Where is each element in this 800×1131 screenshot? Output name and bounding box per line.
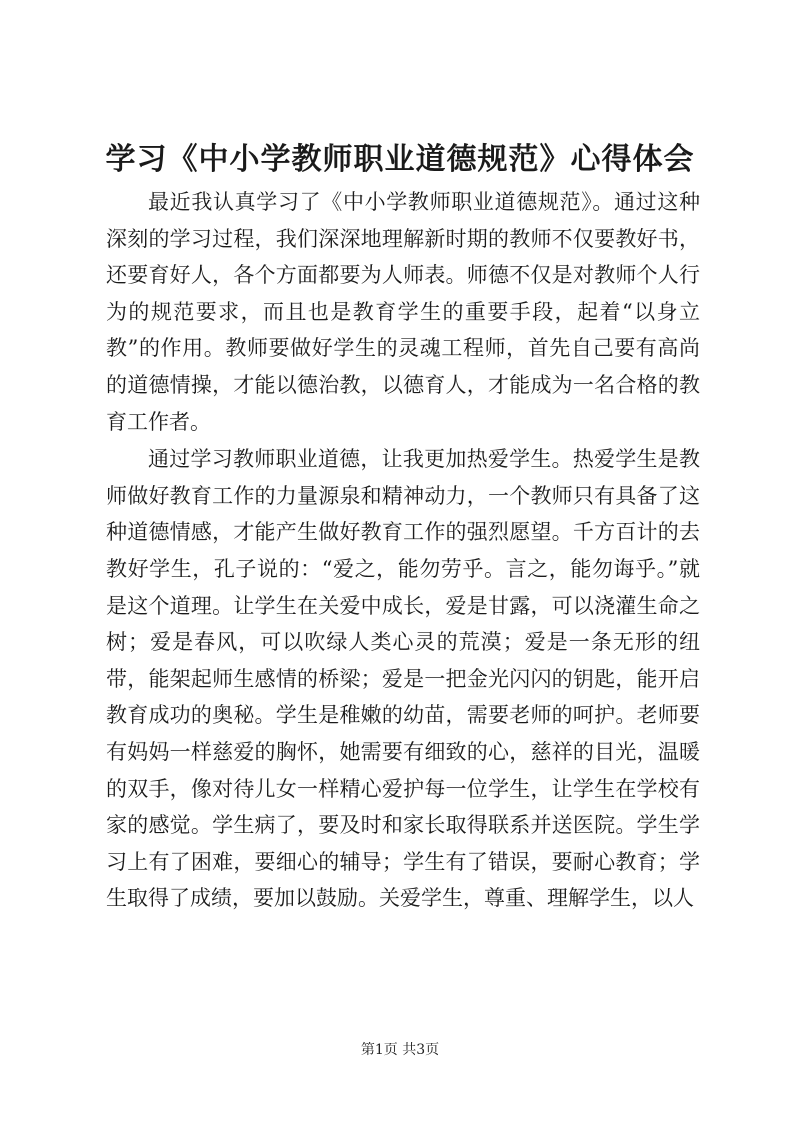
document-title: 学习《中小学教师职业道德规范》心得体会 [105, 142, 695, 177]
page-number-footer: 第1页 共3页 [360, 1042, 440, 1058]
paragraph-2: 通过学习教师职业道德，让我更加热爱学生。热爱学生是教师做好教育工作的力量源泉和精神动力，一个教师只有具备了这种道德情感，才能产生做好教育工作的强烈愿望。千方百计的去教好学生，孔子说的：“爱之，能勿劳乎。言之，能勿诲乎。”就是这个道理。让学生在关爱中成长，爱是甘露，可以浇灌生命之树；爱是春风，可以吹绿人类心灵的荒漠；爱是一条无形的纽带，能架起师生感情的桥梁；爱是一把金光闪闪的钥匙，能开启教育成功的奥秘。学生是稚嫩的幼苗，需要老师的呵护。老师要有妈妈一样慈爱的胸怀，她需要有细致的心，慈祥的目光，温暖的双手，像对待儿女一样精心爱护每一位学生，让学生在学校有家的感觉。学生病了，要及时和家长取得联系并送医院。学生学习上有了困难，要细心的辅导；学生有了错误，要耐心教育；学生取得了成绩，要加以鼓励。关爱学生，尊重、理解学生，以人 [106, 447, 700, 911]
document-body [106, 184, 700, 917]
paragraph-1: 最近我认真学习了《中小学教师职业道德规范》。通过这种深刻的学习过程，我们深深地理解新时期的教师不仅要教好书，还要育好人，各个方面都要为人师表。师德不仅是对教师个人行为的规范要求，而且也是教育学生的重要手段，起着“以身立教”的作用。教师要做好学生的灵魂工程师，首先自己要有高尚的道德情操，才能以德治教，以德育人，才能成为一名合格的教育工作者。 [106, 190, 700, 434]
